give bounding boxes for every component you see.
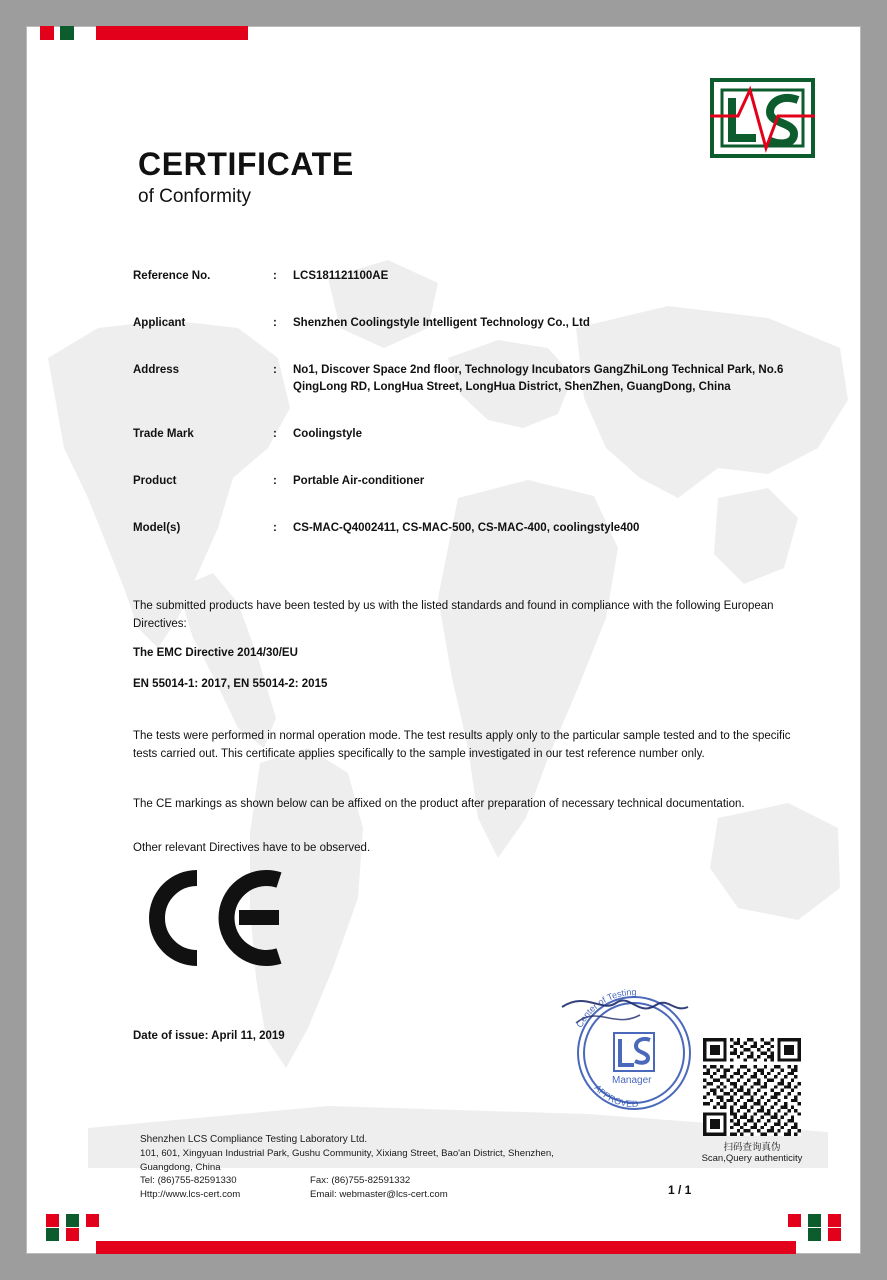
field-row [133, 268, 813, 286]
field-colon: : [273, 475, 277, 488]
page-title: CERTIFICATE [138, 146, 354, 182]
qr-code-block [700, 1038, 804, 1164]
field-row [133, 473, 813, 491]
field-label: Trade Mark [133, 428, 194, 441]
field-row [133, 315, 813, 333]
field-colon: : [273, 428, 277, 441]
field-row [133, 426, 813, 444]
standards-line: EN 55014-1: 2017, EN 55014-2: 2015 [133, 678, 328, 690]
field-value: Coolingstyle [293, 428, 363, 441]
field-value: Shenzhen Coolingstyle Intelligent Technology Co., Ltd [293, 316, 590, 329]
intro-paragraph: The submitted products have been tested by us with the listed standards and found in compliance with the following European Directives: [133, 600, 774, 630]
date-of-issue: Date of issue: April 11, 2019 [133, 1030, 285, 1042]
field-label: Model(s) [133, 521, 181, 534]
field-value: Portable Air-conditioner [293, 475, 425, 488]
page-number: 1 / 1 [668, 1183, 692, 1197]
footer-address-line1: 101, 601, Xingyuan Industrial Park, Gushu Community, Xixiang Street, Bao'an District, Shenzhen, [140, 1148, 554, 1160]
qr-caption-english: Scan,Query authenticity [701, 1153, 803, 1164]
field-value: LCS181121100AE [293, 270, 389, 282]
footer-address-line2: Guangdong, China [140, 1161, 221, 1173]
footer-block [140, 1133, 554, 1202]
field-colon: : [273, 521, 277, 534]
approval-stamp [556, 983, 716, 1113]
directive-line: The EMC Directive 2014/30/EU [133, 647, 298, 659]
footer-tel: Tel: (86)755-82591330 [140, 1175, 237, 1187]
other-directives-paragraph: Other relevant Directives have to be observed. [133, 842, 371, 854]
page-subtitle: of Conformity [138, 186, 251, 207]
svg-text:Center of Testing: Center of Testing [574, 986, 637, 1030]
tests-paragraph: The tests were performed in normal operation mode. The test results apply only to the particular sample tested and to the specific tests carried out. This certificate applies specifically to the sample investigated in our test reference number only. [133, 730, 791, 760]
footer-email[interactable]: Email: webmaster@lcs-cert.com [310, 1189, 448, 1201]
qr-caption-chinese: 扫码查询真伪 [723, 1142, 781, 1153]
field-label: Applicant [133, 316, 186, 329]
field-list [133, 268, 813, 567]
footer-fax: Fax: (86)755-82591332 [310, 1175, 411, 1187]
field-colon: : [273, 363, 277, 376]
lcs-logo-icon [710, 78, 815, 158]
field-value: No1, Discover Space 2nd floor, Technology Incubators GangZhiLong Technical Park, No.6 QingLong RD, LongHua Street, LongHua District, ShenZhen, GuangDong, China [293, 363, 784, 394]
footer-website[interactable]: Http://www.lcs-cert.com [140, 1189, 241, 1201]
svg-text:Manager: Manager [612, 1075, 652, 1086]
field-colon: : [273, 270, 277, 282]
field-label: Product [133, 475, 177, 488]
footer-company: Shenzhen LCS Compliance Testing Laboratory Ltd. [140, 1134, 368, 1145]
svg-text:APPROVED: APPROVED [592, 1082, 639, 1110]
field-value: CS-MAC-Q4002411, CS-MAC-500, CS-MAC-400, coolingstyle400 [293, 521, 640, 534]
field-colon: : [273, 316, 277, 329]
field-label: Reference No. [133, 270, 211, 282]
certificate-content [28, 28, 859, 1252]
ce-mark-icon [133, 868, 293, 968]
qr-code-icon[interactable] [703, 1038, 801, 1136]
ce-marking-paragraph: The CE markings as shown below can be affixed on the product after preparation of necessary technical documentation. [133, 798, 745, 810]
field-row [133, 520, 813, 538]
field-row [133, 362, 813, 398]
field-label: Address [133, 363, 180, 376]
